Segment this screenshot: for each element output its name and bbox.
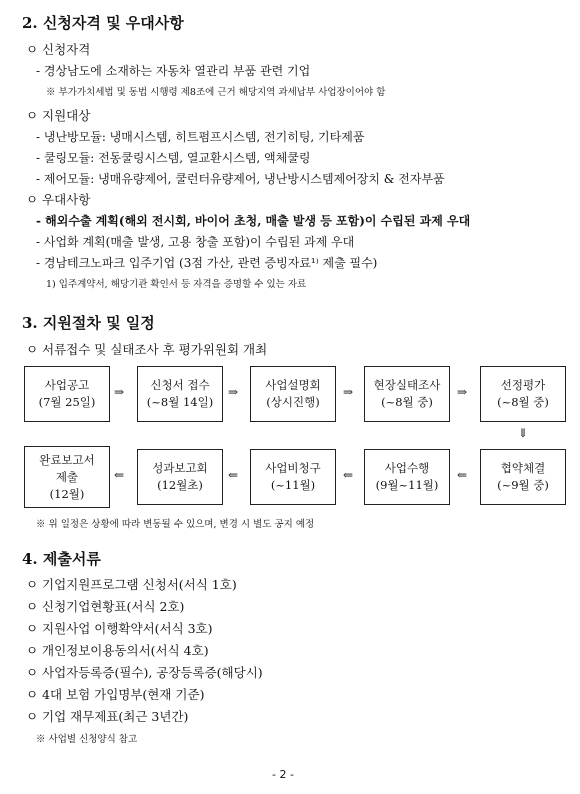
bullet-marker: ㅇ xyxy=(26,577,39,592)
eligibility-note: ※ 부가가치세법 및 동법 시행령 제8조에 근거 해당지역 과세납부 사업장이어야 함 xyxy=(46,87,386,98)
bullet-marker: ㅇ xyxy=(26,621,39,636)
bullet-marker: ㅇ xyxy=(26,709,39,724)
arrow-right: ⇒ xyxy=(457,385,468,399)
step-label: 선정평가 xyxy=(500,378,546,392)
step-date: (~8월 중) xyxy=(497,395,549,409)
step-date: (12월) xyxy=(49,486,85,501)
subheading-preference: 우대사항 xyxy=(42,192,91,207)
section-2-title: 2. 신청자격 및 우대사항 xyxy=(22,14,184,32)
arrow-right: ⇒ xyxy=(114,385,125,399)
step-date: (12월초) xyxy=(157,478,203,492)
arrow-left: ⇐ xyxy=(343,468,354,482)
bullet-marker: ㅇ xyxy=(26,599,39,614)
arrow-right: ⇒ xyxy=(343,385,354,399)
step-selection-evaluation xyxy=(480,366,566,422)
step-date: (~11월) xyxy=(270,478,316,492)
docs-note: ※ 사업별 신청양식 참고 xyxy=(36,734,138,745)
bullet-marker: ㅇ xyxy=(26,342,39,357)
step-performance-report xyxy=(137,449,223,505)
arrow-left: ⇐ xyxy=(114,468,125,482)
step-date: (~8월 중) xyxy=(381,395,433,409)
preference-line-commercialization: - 사업화 계획(매출 발생, 고용 창출 포함)이 수립된 과제 우대 xyxy=(36,235,355,249)
bullet-marker: ㅇ xyxy=(26,192,39,207)
target-line-cooling: - 쿨링모듈: 전동쿨링시스템, 열교환시스템, 액체쿨링 xyxy=(36,151,311,165)
step-site-inspection xyxy=(364,366,450,422)
step-final-report xyxy=(24,446,110,508)
step-label: 협약체결 xyxy=(500,461,546,475)
doc-item: 개인정보이용동의서(서식 4호) xyxy=(42,643,209,658)
doc-item: 4대 보험 가입명부(현재 기준) xyxy=(42,687,205,702)
step-label: 성과보고회 xyxy=(152,461,208,475)
doc-item: 기업 재무제표(최근 3년간) xyxy=(42,709,189,724)
doc-item: 지원사업 이행확약서(서식 3호) xyxy=(42,621,213,636)
step-announcement xyxy=(24,366,110,422)
schedule-note: ※ 위 일정은 상황에 따라 변동될 수 있으며, 변경 시 별도 공지 예정 xyxy=(36,519,315,530)
arrow-left: ⇐ xyxy=(457,468,468,482)
doc-item: 신청기업현황표(서식 2호) xyxy=(42,599,185,614)
subheading-support-target: 지원대상 xyxy=(42,108,91,123)
bullet-marker: ㅇ xyxy=(26,687,39,702)
step-date: (~9월 중) xyxy=(497,478,549,492)
process-intro: 서류접수 및 실태조사 후 평가위원회 개최 xyxy=(42,342,268,357)
step-label: 사업비청구 xyxy=(265,461,321,475)
section-4-title: 4. 제출서류 xyxy=(22,550,101,568)
arrow-left: ⇐ xyxy=(228,468,239,482)
step-label: 완료보고서 xyxy=(39,452,95,467)
step-date: (~8월 14일) xyxy=(146,395,214,409)
preference-footnote: 1) 입주계약서, 해당기관 확인서 등 자격을 증명할 수 있는 자료 xyxy=(46,279,307,290)
preference-line-technopark: - 경남테크노파크 입주기업 (3점 가산, 관련 증빙자료¹⁾ 제출 필수) xyxy=(36,256,378,270)
subheading-eligibility: 신청자격 xyxy=(42,42,91,57)
bullet-marker: ㅇ xyxy=(26,108,39,123)
step-label: 사업공고 xyxy=(44,378,90,392)
bullet-marker: ㅇ xyxy=(26,643,39,658)
page-number: - 2 - xyxy=(272,768,294,781)
step-agreement xyxy=(480,449,566,505)
bullet-marker: ㅇ xyxy=(26,665,39,680)
doc-item: 사업자등록증(필수), 공장등록증(해당시) xyxy=(42,665,263,680)
arrow-down: ⇓ xyxy=(518,426,529,440)
preference-line-export: - 해외수출 계획(해외 전시회, 바이어 초청, 매출 발생 등 포함)이 수립된 과제 우대 xyxy=(36,214,471,228)
arrow-right: ⇒ xyxy=(228,385,239,399)
step-date: (상시진행) xyxy=(266,395,320,409)
eligibility-line: - 경상남도에 소재하는 자동차 열관리 부품 관련 기업 xyxy=(36,64,311,78)
step-label: 신청서 접수 xyxy=(150,378,210,392)
step-label: 현장실태조사 xyxy=(373,378,441,392)
doc-item: 기업지원프로그램 신청서(서식 1호) xyxy=(42,577,237,592)
step-date: (7월 25일) xyxy=(38,395,96,409)
step-briefing xyxy=(250,366,336,422)
step-expense-claim xyxy=(250,449,336,505)
bullet-marker: ㅇ xyxy=(26,42,39,57)
step-project-execution xyxy=(364,449,450,505)
target-line-hvac: - 냉난방모듈: 냉매시스템, 히트펌프시스템, 전기히팅, 기타제품 xyxy=(36,130,365,144)
step-label: 사업수행 xyxy=(384,461,430,475)
section-3-title: 3. 지원절차 및 일정 xyxy=(22,314,155,332)
step-label: 사업설명회 xyxy=(265,378,321,392)
target-line-control: - 제어모듈: 냉매유량제어, 쿨런터유량제어, 냉난방시스템제어장치 & 전자부품 xyxy=(36,172,445,186)
step-label-cont: 제출 xyxy=(55,469,79,484)
step-date: (9월~11월) xyxy=(375,478,439,492)
step-application xyxy=(137,366,223,422)
